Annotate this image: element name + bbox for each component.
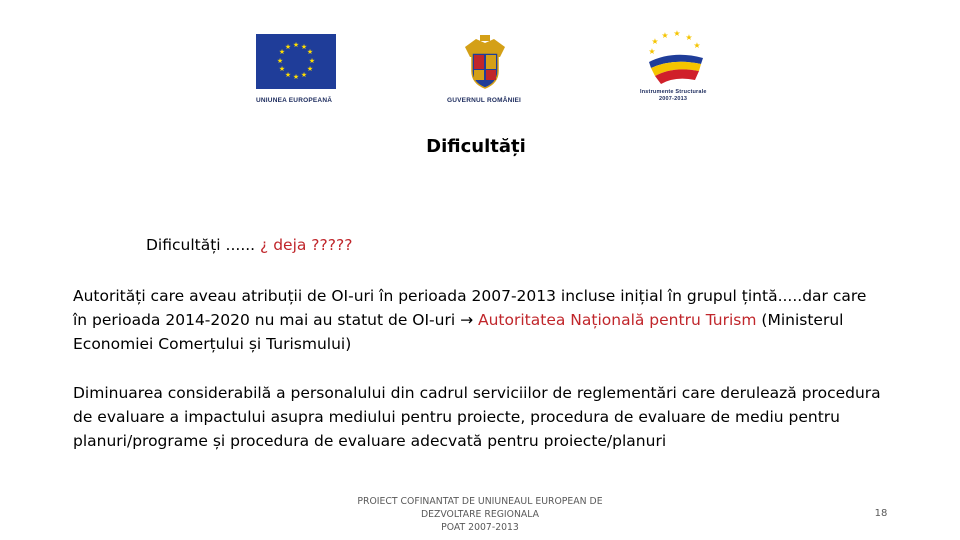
svg-text:★: ★ bbox=[685, 33, 693, 42]
svg-text:★: ★ bbox=[651, 37, 659, 46]
svg-text:★: ★ bbox=[284, 71, 292, 79]
paragraph1-line2-end: (Ministerul bbox=[756, 311, 844, 329]
svg-text:★: ★ bbox=[648, 47, 656, 56]
footer-line2: DEZVOLTARE REGIONALA bbox=[420, 509, 540, 520]
si-logo-caption-2: 2007-2013 bbox=[659, 96, 688, 102]
eu-flag-icon bbox=[256, 34, 336, 89]
svg-text:★: ★ bbox=[673, 30, 681, 38]
svg-text:★: ★ bbox=[284, 43, 292, 51]
paragraph2-line1: Diminuarea considerabilă a personalului din cadrul serviciilor de reglementări care derulează procedura bbox=[73, 384, 881, 402]
paragraph2-line3: planuri/programe și procedura de evaluare adecvată pentru proiecte/planuri bbox=[73, 432, 667, 450]
structural-instruments-icon bbox=[643, 30, 708, 88]
svg-text:★: ★ bbox=[306, 65, 314, 73]
footer-line1: PROIECT COFINANTAT DE UNIUNEAUL EUROPEAN DE bbox=[357, 496, 603, 507]
svg-text:★: ★ bbox=[278, 65, 286, 73]
paragraph1-line3: Economiei Comerțului și Turismului) bbox=[73, 335, 352, 353]
svg-text:★: ★ bbox=[292, 73, 300, 81]
svg-text:★: ★ bbox=[693, 41, 701, 50]
svg-text:★: ★ bbox=[276, 57, 284, 65]
si-logo-caption-1: Instrumente Structurale bbox=[640, 89, 707, 95]
footer bbox=[342, 495, 618, 534]
eu-logo-caption: UNIUNEA EUROPEANĂ bbox=[256, 97, 333, 104]
subheading-highlight: ¿ deja ????? bbox=[260, 236, 353, 254]
footer-line3: POAT 2007-2013 bbox=[441, 522, 519, 533]
svg-text:★: ★ bbox=[661, 31, 669, 40]
svg-text:★: ★ bbox=[300, 43, 308, 51]
svg-text:★: ★ bbox=[300, 71, 308, 79]
paragraph1-line2 bbox=[73, 308, 843, 332]
svg-text:★: ★ bbox=[308, 57, 316, 65]
paragraph1-line1: Autorități care aveau atribuții de OI-uri în perioada 2007-2013 incluse inițial în grupul țintă.....dar care bbox=[73, 287, 867, 305]
svg-text:★: ★ bbox=[306, 48, 314, 56]
paragraph1-highlight: Autoritatea Națională pentru Turism bbox=[478, 311, 757, 329]
svg-text:★: ★ bbox=[278, 48, 286, 56]
slide-title: Dificultăți bbox=[426, 136, 526, 157]
paragraph2-line2: de evaluare a impactului asupra mediului pentru proiecte, procedura de evaluare de mediu pentru bbox=[73, 408, 840, 426]
romanian-coat-of-arms-icon bbox=[460, 33, 510, 91]
svg-text:★: ★ bbox=[292, 41, 300, 49]
paragraph1-line2-start: în perioada 2014-2020 nu mai au statut de OI-uri → bbox=[73, 311, 478, 329]
page-number: 18 bbox=[874, 508, 888, 519]
subheading-text: Dificultăți ...... bbox=[146, 236, 261, 254]
gov-logo-caption: GUVERNUL ROMÂNIEI bbox=[447, 97, 522, 104]
subheading bbox=[146, 233, 352, 257]
